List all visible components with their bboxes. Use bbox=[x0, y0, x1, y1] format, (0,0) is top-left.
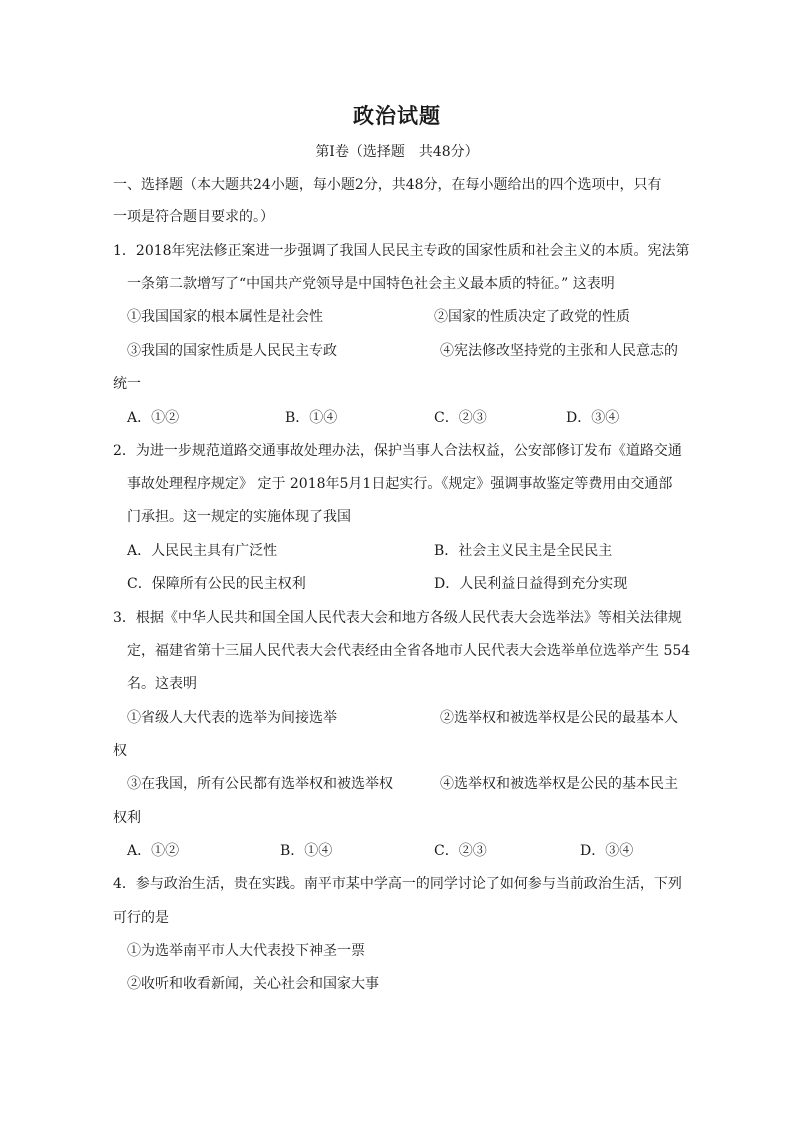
page-title: 政治试题 bbox=[353, 103, 441, 128]
q3-stem-line-2: 定，福建省第十三届人民代表大会代表经由全省各地市人民代表大会选举单位选举产生 554 bbox=[127, 643, 691, 659]
q3-option-c[interactable]: C．②③ bbox=[434, 843, 487, 859]
q3-statement-1: ①省级人大代表的选举为间接选举 bbox=[127, 710, 337, 726]
q1-statement-4-cont: 统一 bbox=[113, 376, 141, 392]
q1-statement-1: ①我国国家的根本属性是社会性 bbox=[127, 309, 323, 325]
q3-option-a[interactable]: A．①② bbox=[127, 843, 180, 859]
q3-stem-line-1: 3．根据《中华人民共和国全国人民代表大会和地方各级人民代表大会选举法》等相关法律规 bbox=[113, 610, 682, 626]
instructions-line-1: 一、选择题（本大题共24小题，每小题2分，共48分，在每小题给出的四个选项中，只有 bbox=[113, 177, 662, 193]
instructions-line-2: 一项是符合题目要求的。） bbox=[113, 209, 274, 225]
q3-statement-3: ③在我国，所有公民都有选举权和被选举权 bbox=[127, 776, 393, 792]
q4-stem-line-2: 可行的是 bbox=[113, 910, 169, 926]
q4-stem-line-1: 4．参与政治生活，贵在实践。南平市某中学高一的同学讨论了如何参与当前政治生活，下列 bbox=[113, 876, 682, 892]
q1-stem-line-1: 1．2018年宪法修正案进一步强调了我国人民民主专政的国家性质和社会主义的本质。宪法第 bbox=[113, 243, 690, 259]
q1-statement-2: ②国家的性质决定了政党的性质 bbox=[434, 309, 630, 325]
q2-stem-line-3: 门承担。这一规定的实施体现了我国 bbox=[127, 509, 351, 525]
q4-statement-2: ②收听和收看新闻，关心社会和国家大事 bbox=[127, 976, 379, 992]
q3-statement-2-cont: 权 bbox=[113, 743, 127, 759]
section-subtitle: 第Ⅰ卷（选择题 共48分） bbox=[315, 144, 479, 160]
q2-option-b[interactable]: B．社会主义民主是全民民主 bbox=[434, 543, 613, 559]
q1-option-c[interactable]: C．②③ bbox=[434, 410, 487, 426]
q1-statement-4: ④宪法修改坚持党的主张和人民意志的 bbox=[440, 343, 678, 359]
q3-option-d[interactable]: D．③④ bbox=[580, 843, 634, 859]
q3-option-b[interactable]: B．①④ bbox=[280, 843, 333, 859]
q1-statement-3: ③我国的国家性质是人民民主专政 bbox=[127, 343, 337, 359]
q3-statement-4: ④选举权和被选举权是公民的基本民主 bbox=[440, 776, 678, 792]
q2-option-a[interactable]: A．人民民主具有广泛性 bbox=[127, 543, 278, 559]
q2-stem-line-2: 事故处理程序规定》 定于 2018年5月1日起实行。《规定》强调事故鉴定等费用由交通部 bbox=[127, 476, 673, 492]
q1-option-d[interactable]: D．③④ bbox=[566, 410, 620, 426]
q2-option-c[interactable]: C．保障所有公民的民主权利 bbox=[127, 576, 306, 592]
q3-stem-line-3: 名。这表明 bbox=[127, 676, 197, 692]
q2-stem-line-1: 2．为进一步规范道路交通事故处理办法，保护当事人合法权益，公安部修订发布《道路交通 bbox=[113, 443, 682, 459]
q1-stem-line-2: 一条第二款增写了“中国共产党领导是中国特色社会主义最本质的特征。” 这表明 bbox=[127, 276, 615, 292]
q2-option-d[interactable]: D．人民利益日益得到充分实现 bbox=[434, 576, 628, 592]
q4-statement-1: ①为选举南平市人大代表投下神圣一票 bbox=[127, 943, 365, 959]
q3-statement-2: ②选举权和被选举权是公民的最基本人 bbox=[440, 710, 678, 726]
q1-option-b[interactable]: B．①④ bbox=[285, 410, 338, 426]
q3-statement-4-cont: 权利 bbox=[113, 810, 141, 826]
q1-option-a[interactable]: A．①② bbox=[127, 410, 180, 426]
